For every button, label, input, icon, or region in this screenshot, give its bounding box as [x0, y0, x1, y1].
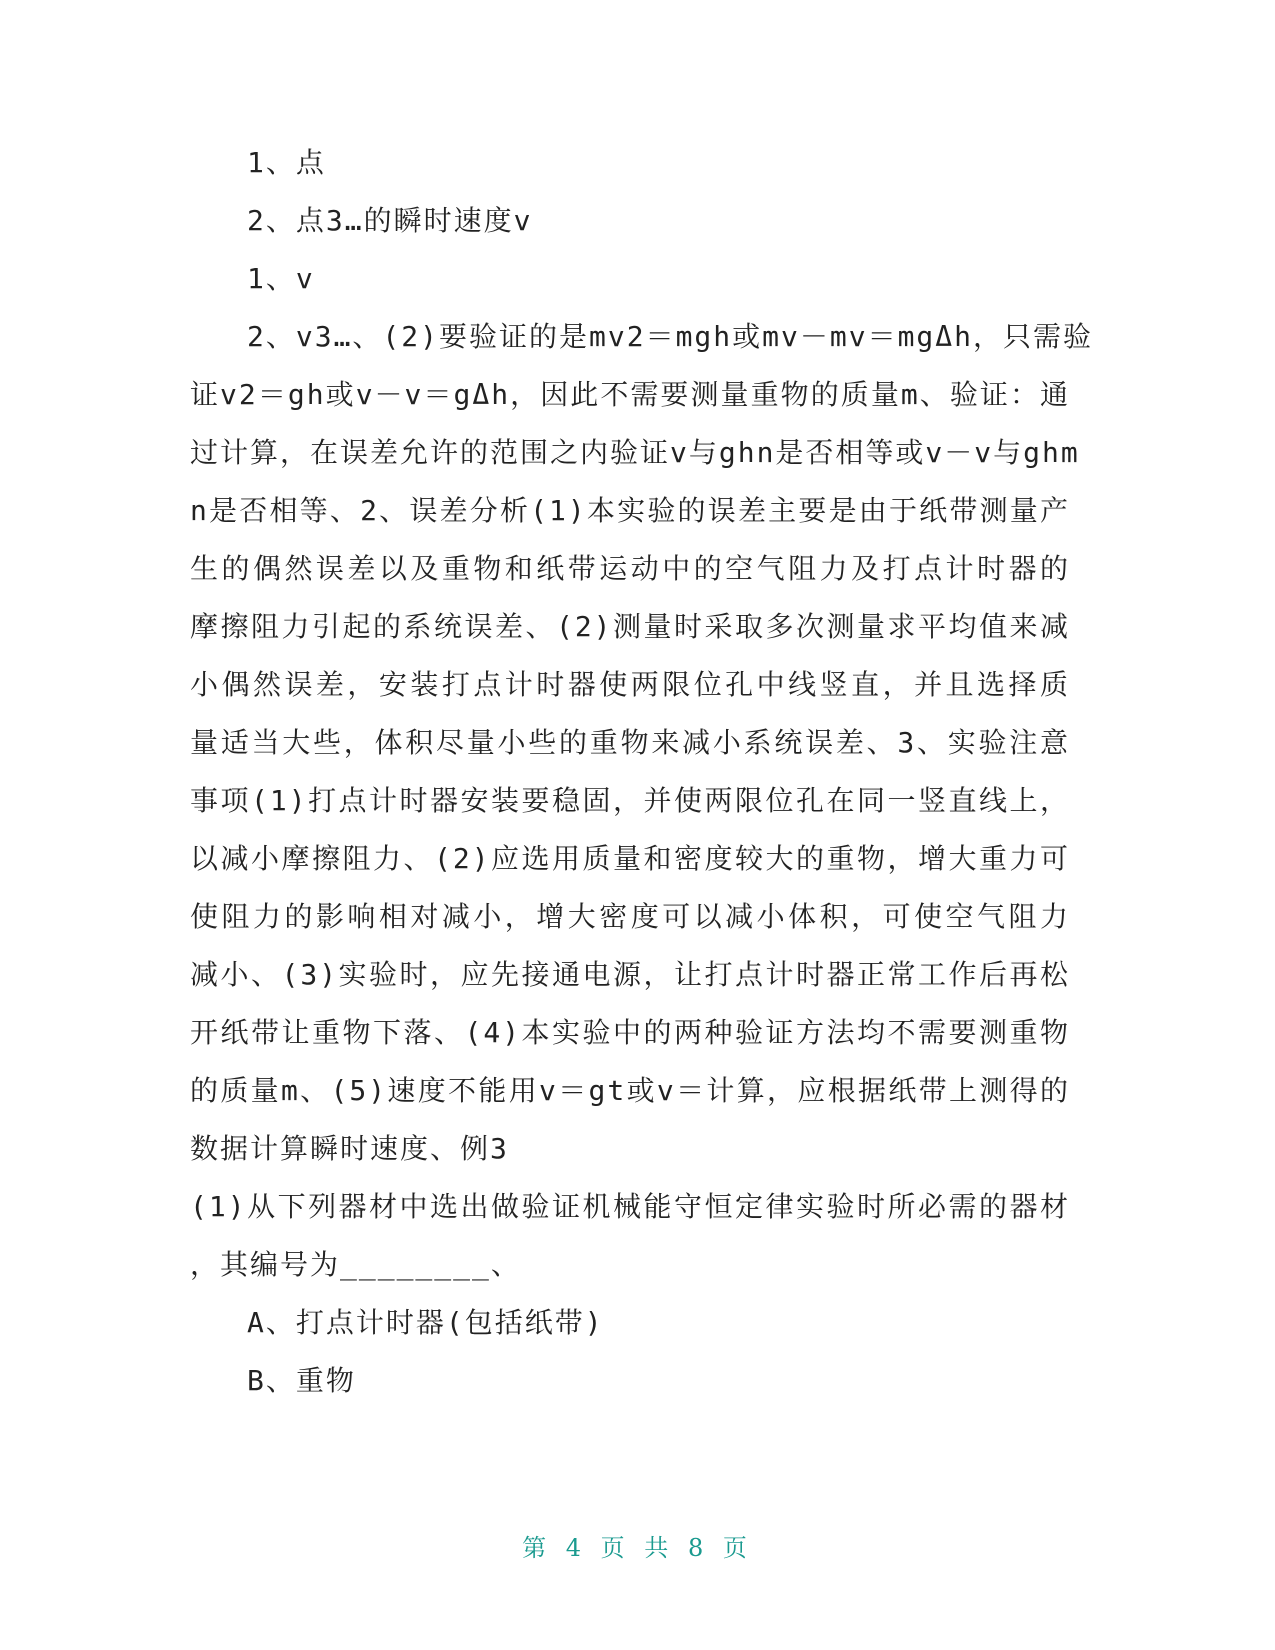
paragraph-line-10: 以减小摩擦阻力、(2)应选用质量和密度较大的重物，增大重力可: [190, 842, 1070, 875]
paragraph-line-7: 小偶然误差，安装打点计时器使两限位孔中线竖直，并且选择质: [190, 668, 1070, 701]
paragraph-line-12: 减小、(3)实验时，应先接通电源，让打点计时器正常工作后再松: [190, 958, 1070, 991]
option-b: B、重物: [247, 1364, 356, 1397]
paragraph-line-1: 2、v3…、(2)要验证的是mv2＝mgh或mv－mv＝mgΔh，只需验: [247, 320, 1094, 353]
paragraph-line-15: 数据计算瞬时速度、例3: [190, 1132, 509, 1165]
paragraph-line-6: 摩擦阻力引起的系统误差、(2)测量时采取多次测量求平均值来减: [190, 610, 1070, 643]
paragraph-line-3: 过计算，在误差允许的范围之内验证v与ghn是否相等或v－v与ghm: [190, 436, 1080, 469]
paragraph-line-8: 量适当大些，体积尽量小些的重物来减小系统误差、3、实验注意: [190, 726, 1070, 759]
option-a: A、打点计时器(包括纸带): [247, 1306, 604, 1339]
text-line-2: 2、点3…的瞬时速度v: [247, 204, 533, 237]
question-line-2: ，其编号为________、: [190, 1248, 521, 1281]
paragraph-line-13: 开纸带让重物下落、(4)本实验中的两种验证方法均不需要测重物: [190, 1016, 1070, 1049]
paragraph-line-9: 事项(1)打点计时器安装要稳固，并使两限位孔在同一竖直线上，: [190, 784, 1070, 817]
paragraph-line-2: 证v2＝gh或v－v＝gΔh，因此不需要测量重物的质量m、验证：通: [190, 378, 1070, 411]
paragraph-line-11: 使阻力的影响相对减小，增大密度可以减小体积，可使空气阻力: [190, 900, 1070, 933]
text-line-3: 1、v: [247, 262, 315, 295]
paragraph-line-14: 的质量m、(5)速度不能用v＝gt或v＝计算，应根据纸带上测得的: [190, 1074, 1070, 1107]
paragraph-line-4: n是否相等、2、误差分析(1)本实验的误差主要是由于纸带测量产: [190, 494, 1070, 527]
text-line-1: 1、点: [247, 146, 326, 179]
question-line-1: (1)从下列器材中选出做验证机械能守恒定律实验时所必需的器材: [190, 1190, 1070, 1223]
paragraph-line-5: 生的偶然误差以及重物和纸带运动中的空气阻力及打点计时器的: [190, 552, 1070, 585]
page-number-footer: 第 4 页 共 8 页: [522, 1534, 753, 1562]
